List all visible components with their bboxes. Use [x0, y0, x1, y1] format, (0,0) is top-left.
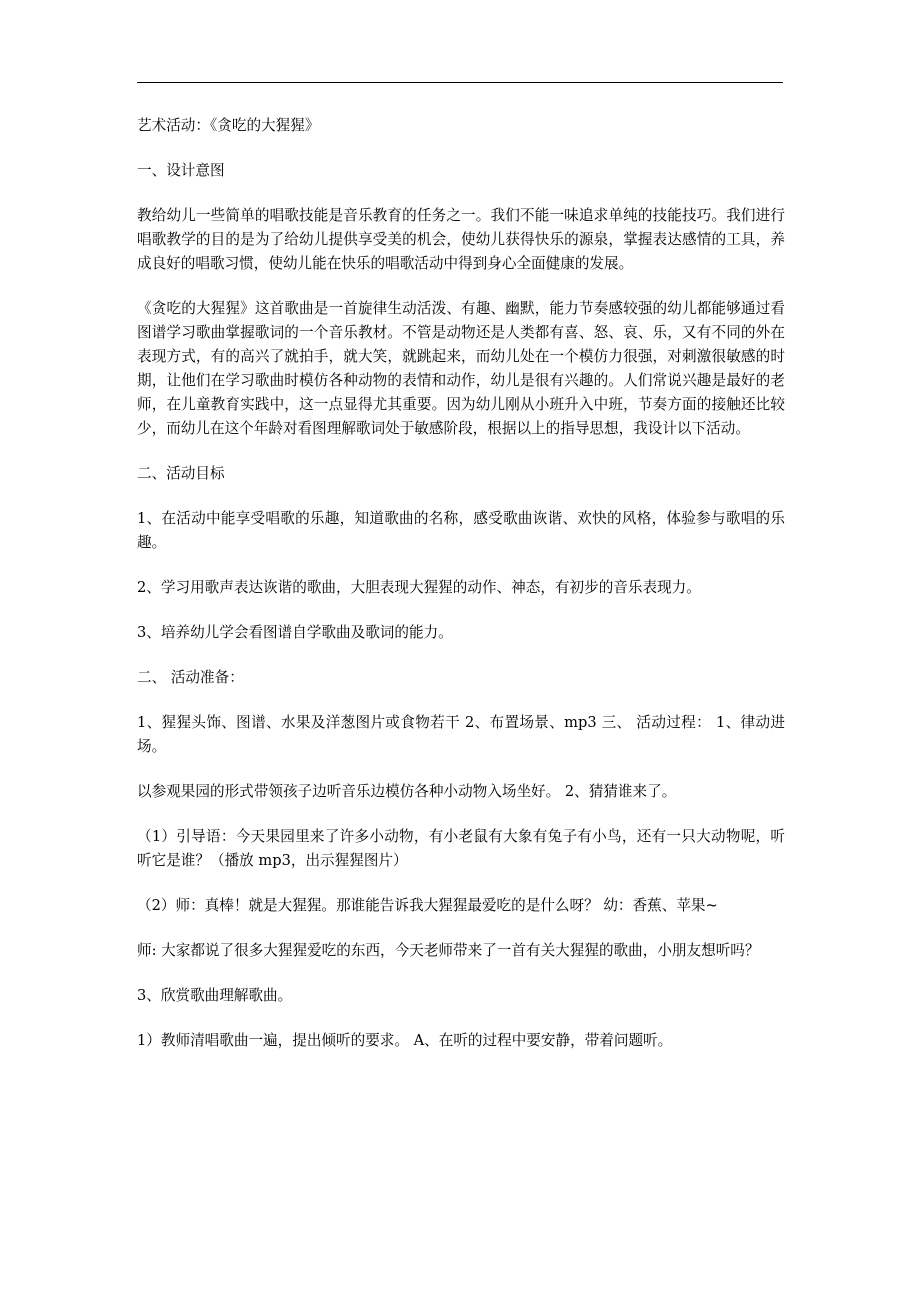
process-step-3-1: 1）教师清唱歌曲一遍，提出倾听的要求。 A、在听的过程中要安静，带着问题听。: [137, 1032, 673, 1049]
process-step-3: 3、欣赏歌曲理解歌曲。: [137, 987, 293, 1004]
header-rule: [137, 82, 783, 83]
section-heading-goals: 二、活动目标: [137, 465, 225, 482]
section-heading-preparation: 二、 活动准备：: [137, 669, 244, 686]
process-dialogue-1: （1）引导语：今天果园里来了许多小动物，有小老鼠有大象有兔子有小鸟，还有一只大动物呢，听听它是谁？（播放 mp3，出示猩猩图片）: [137, 828, 785, 869]
process-dialogue-3: 师: 大家都说了很多大猩猩爱吃的东西，今天老师带来了一首有关大猩猩的歌曲，小朋友想听吗？: [137, 942, 760, 959]
process-dialogue-2: （2）师：真棒！就是大猩猩。那谁能告诉我大猩猩最爱吃的是什么呀？ 幼：香蕉、苹果~: [137, 897, 718, 914]
goal-item-3: 3、培养幼儿学会看图谱自学歌曲及歌词的能力。: [137, 624, 453, 641]
paragraph-design-intent-1: 教给幼儿一些简单的唱歌技能是音乐教育的任务之一。我们不能一味追求单纯的技能技巧。我们进行唱歌教学的目的是为了给幼儿提供享受美的机会，使幼儿获得快乐的源泉，掌握表达感情的工具，养成良好的唱歌习惯，使幼儿能在快乐的唱歌活动中得到身心全面健康的发展。: [137, 207, 785, 272]
goal-item-2: 2、学习用歌声表达诙谐的歌曲，大胆表现大猩猩的动作、神态，有初步的音乐表现力。: [137, 579, 701, 596]
process-step-paragraph: 以参观果园的形式带领孩子边听音乐边模仿各种小动物入场坐好。 2、猜猜谁来了。: [137, 783, 677, 800]
goal-item-1: 1、在活动中能享受唱歌的乐趣，知道歌曲的名称，感受歌曲诙谐、欢快的风格，体验参与歌唱的乐趣。: [137, 510, 785, 551]
section-heading-design-intent: 一、设计意图: [137, 162, 225, 179]
paragraph-design-intent-2: 《贪吃的大猩猩》这首歌曲是一首旋律生动活泼、有趣、幽默，能力节奏感较强的幼儿都能够通过看图谱学习歌曲掌握歌词的一个音乐教材。不管是动物还是人类都有喜、怒、哀、乐，又有不同的外在表现方式，有的高兴了就拍手，就大笑，就跳起来，而幼儿处在一个模仿力很强，对刺激很敏感的时期，让他们在学习歌曲时模仿各种动物的表情和动作，幼儿是很有兴趣的。人们常说兴趣是最好的老师，在儿童教育实践中，这一点显得尤其重要。因为幼儿刚从小班升入中班，节奏方面的接触还比较少，而幼儿在这个年龄对看图理解歌词处于敏感阶段，根据以上的指导思想，我设计以下活动。: [137, 300, 785, 437]
document-title: 艺术活动：《贪吃的大猩猩》: [137, 117, 320, 134]
document-body: [137, 114, 785, 1074]
preparation-and-process: 1、猩猩头饰、图谱、水果及洋葱图片或食物若干 2、布置场景、mp3 三、 活动过程： 1、律动进场。: [137, 714, 785, 755]
